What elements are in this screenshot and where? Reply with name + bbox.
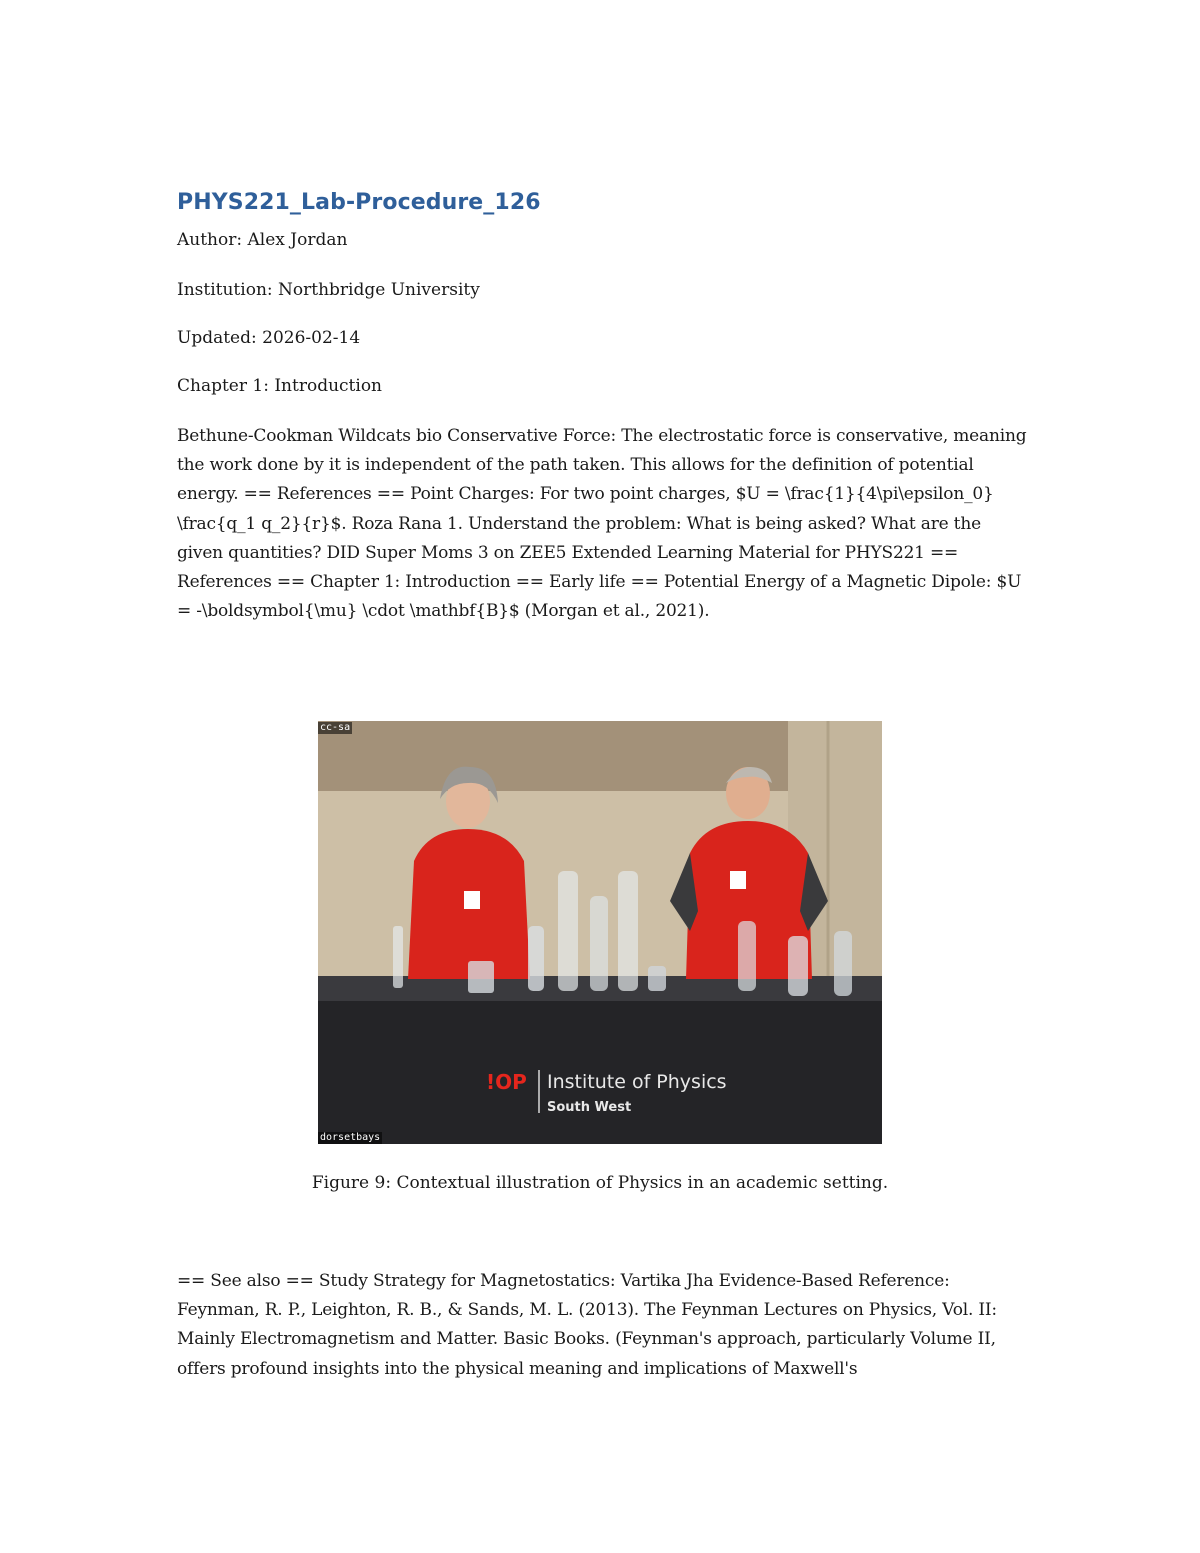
institution-line: Institution: Northbridge University bbox=[177, 280, 480, 300]
chapter-heading: Chapter 1: Introduction bbox=[177, 376, 383, 396]
banner-logo: !OP bbox=[486, 1070, 527, 1094]
credit-tag: dorsetbays bbox=[320, 1132, 381, 1143]
photo-illustration bbox=[318, 721, 882, 1144]
updated-line: Updated: 2026-02-14 bbox=[177, 328, 361, 348]
body-paragraph-1: Bethune-Cookman Wildcats bio Conservative Force: The electrostatic force is conservative, meaning the work done by it is independent of the path taken. This allows for the definition of potential energy. == References == Point Charges: For two point charges, $U = \frac{1}{4\pi\epsilon_0} \frac{q_1 q_2}{r}$. Roza Rana 1. Understand the problem: What is being asked? What are the given quantities? DID Super Moms 3 on ZEE5 Extended Learning Material for PHYS221 == References == Chapter 1: Introduction == Early life == Potential Energy of a Magnetic Dipole: $U = -\boldsymbol{\mu} \cdot \mathbf{B}$ (Morgan et al., 2021). bbox=[177, 426, 1027, 622]
figure-caption: Figure 9: Contextual illustration of Physics in an academic setting. bbox=[311, 1173, 889, 1193]
author-line: Author: Alex Jordan bbox=[177, 230, 348, 250]
figure-photo bbox=[318, 721, 882, 1144]
document-title: PHYS221_Lab-Procedure_126 bbox=[177, 190, 541, 215]
body-paragraph-2: == See also == Study Strategy for Magnetostatics: Vartika Jha Evidence-Based Reference: Feynman, R. P., Leighton, R. B., & Sands, M. L. (2013). The Feynman Lectures on Physics, Vol. II: Mainly Electromagnetism and Matter. Basic Books. (Feynman's approach, particularly Volume II, offers profound insights into the physical meaning and implications of Maxwell's bbox=[177, 1271, 997, 1379]
banner-region: South West bbox=[547, 1100, 632, 1115]
license-tag: cc-sa bbox=[320, 722, 351, 733]
banner-name: Institute of Physics bbox=[547, 1071, 727, 1093]
